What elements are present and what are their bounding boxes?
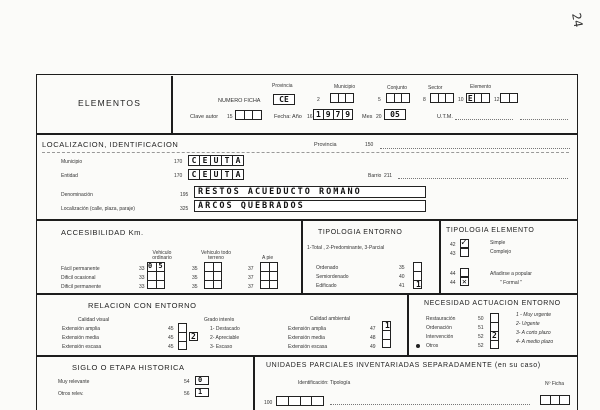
year-digit: 1 [314, 110, 324, 119]
rel-num-3: 45 [168, 344, 174, 350]
simple-checkmark-icon: ✓ [461, 237, 468, 248]
denominacion-num: 195 [180, 192, 189, 198]
otros-label: Otros [426, 343, 439, 349]
edificado-value: 1 [416, 280, 421, 289]
localizacion-value: ARCOS QUEBRADOS [198, 201, 305, 211]
fecha-year-field[interactable] [313, 109, 353, 120]
necesidad-option-4: 4- A medio plazo [516, 339, 554, 345]
tipologia-elemento-simple-check[interactable] [460, 239, 469, 248]
localizacion-title: LOCALIZACION, IDENTIFICACION [42, 140, 179, 149]
semiordenado-label: Semiordenado [316, 274, 349, 280]
acc-ordinario-grid[interactable] [147, 262, 165, 289]
anadir-formal-label: " Formal " [500, 280, 522, 286]
year-digit: 9 [345, 110, 351, 119]
acc-row-label-1: Fácil permanente [61, 266, 100, 272]
necesidad-grid[interactable] [490, 313, 499, 349]
unidades-title [266, 362, 541, 369]
siglo-num-2: 56 [184, 391, 190, 397]
tipologia-entorno-grid[interactable] [413, 262, 422, 289]
amb-row-label-1: Extensión amplia [288, 326, 327, 332]
relacion-title: RELACION CON ENTORNO [88, 301, 197, 310]
acc-num-2c: 37 [248, 275, 254, 281]
localizacion-num: 325 [180, 206, 189, 212]
anadir-popular-check[interactable] [460, 268, 469, 277]
complejo-num: 43 [450, 251, 456, 257]
rel-row-label-2: Extensión media [62, 335, 99, 341]
localizacion-label: Localización (calle, plaza, paraje) [61, 206, 135, 212]
elemento-code-value: E [467, 94, 473, 102]
clave-autor-label: Clave autor [190, 114, 219, 120]
utm-label: U.T.M. [437, 114, 453, 120]
n5-label: 5 [378, 97, 381, 103]
acc-num-3b: 35 [192, 284, 198, 290]
otros-num: 52 [478, 343, 484, 349]
necesidad-option-1: 1 - Muy urgente [516, 312, 552, 318]
acc-row-label-2: Dificil ocasional [61, 275, 96, 281]
sector-header: Sector [428, 85, 443, 91]
barrio-label: Barrio [368, 173, 382, 179]
tipologia-elemento-title: TIPOLOGIA ELEMENTO [446, 227, 535, 234]
barrio-num: 211 [384, 173, 392, 179]
municipio-label: Municipio [61, 159, 83, 165]
necesidad-title: NECESIDAD ACTUACION ENTORNO [424, 300, 561, 307]
tipologia-entorno-title: TIPOLOGIA ENTORNO [318, 229, 403, 236]
numero-ficha-label: NUMERO FICHA [218, 98, 261, 104]
denominacion-field[interactable] [194, 186, 426, 198]
edificado-num: 41 [399, 283, 405, 289]
localizacion-field[interactable] [194, 200, 426, 212]
acc-a-pie-grid[interactable] [260, 262, 278, 289]
acc-ordinario-value: 0 5 [148, 262, 164, 270]
acc-num-2a: 33 [139, 275, 145, 281]
complejo-label: Complejo [490, 249, 512, 255]
rel-ambiental-grid[interactable] [382, 321, 391, 348]
rel-grado-value: 2 [191, 332, 196, 341]
formal-cross-icon: ✕ [462, 277, 467, 286]
unidades-row-field[interactable] [276, 396, 324, 406]
ordenado-num: 35 [399, 265, 405, 271]
siglo-field-2[interactable] [195, 388, 209, 397]
restauracion-num: 50 [478, 316, 484, 322]
rel-row-label-1: Extensión amplia [62, 326, 101, 332]
corner-page-mark: 24 [569, 11, 586, 29]
entidad-num: 170 [174, 173, 183, 179]
siglo-row-label-2: Otros relev. [58, 391, 84, 397]
amb-row-label-2: Extensión media [288, 335, 325, 341]
denominacion-value: RESTOS ACUEDUCTO ROMANO [198, 187, 362, 197]
ordenado-label: Ordenado [316, 265, 339, 271]
restauracion-label: Restauración [426, 316, 456, 322]
acc-num-1b: 35 [192, 266, 198, 272]
utm-dotted-line-1 [455, 119, 513, 120]
grado-option-1: 1- Destacado [210, 326, 240, 332]
n12-label: 12 [494, 97, 500, 103]
intervencion-num: 52 [478, 334, 484, 340]
ordenacion-label: Ordenación [426, 325, 452, 331]
unidades-nota: Identificación: Tipología [298, 380, 351, 386]
acc-num-1c: 37 [248, 266, 254, 272]
n8-label: 8 [423, 97, 426, 103]
conjunto-code-field[interactable] [386, 93, 410, 103]
unidades-title-text: UNIDADES PARCIALES INVENTARIADAS SEPARADAMENTE [266, 362, 493, 369]
municipio-header: Municipio [334, 84, 356, 90]
unidades-row-num: 100 [264, 400, 273, 406]
acc-num-3a: 33 [139, 284, 145, 290]
elementos-title: ELEMENTOS [78, 98, 142, 108]
anadir-popular-label: Añadirse a popular [490, 271, 532, 277]
rel-grado-box[interactable] [189, 332, 198, 341]
rel-ambiental-value: 1 [385, 321, 390, 330]
siglo-row-label-1: Muy relevante [58, 379, 90, 385]
siglo-value-2: 1 [198, 388, 203, 396]
fecha-label: Fecha: Año [274, 114, 302, 120]
anadir-num: 44 [450, 271, 456, 277]
localizacion-rule [42, 152, 569, 153]
month-value: 05 [390, 110, 400, 119]
rel-visual-grid[interactable] [178, 323, 187, 350]
elemento-header: Elemento [470, 84, 492, 90]
amb-num-3: 49 [370, 344, 376, 350]
simple-label: Simple [490, 240, 506, 246]
amb-row-label-3: Extensión escasa [288, 344, 328, 350]
semiordenado-num: 40 [399, 274, 405, 280]
municipio-code-field[interactable] [330, 93, 354, 103]
fecha-month-field[interactable] [384, 109, 406, 120]
acc-todo-terreno-grid[interactable] [204, 262, 222, 289]
necesidad-value: 2 [492, 331, 497, 340]
grado-option-3: 3- Escaso [210, 344, 233, 350]
intervencion-label: Intervención [426, 334, 454, 340]
simple-num: 42 [450, 242, 456, 248]
a-pie-header: A pie [262, 255, 274, 261]
entidad-field[interactable]: C E U T A [188, 169, 244, 180]
accesibilidad-title: ACCESIBILIDAD Km. [61, 228, 144, 237]
denominacion-label: Denominación [61, 192, 93, 198]
n10-label: 10 [458, 97, 464, 103]
clave-autor-field[interactable] [235, 110, 262, 120]
rel-row-label-3: Extensión escasa [62, 344, 102, 350]
elemento-code-field[interactable] [466, 93, 490, 103]
provincia-num: 150 [365, 142, 374, 148]
siglo-value-1: 0 [198, 376, 203, 384]
unidades-dotted-line [330, 404, 530, 405]
amb-num-2: 48 [370, 335, 376, 341]
edificado-label: Edificado [316, 283, 337, 289]
acc-row-label-3: Dificil permanente [61, 284, 102, 290]
tipologia-elemento-complejo-check[interactable] [460, 248, 469, 257]
siglo-title: SIGLO O ETAPA HISTORICA [72, 363, 185, 372]
ordenacion-num: 51 [478, 325, 484, 331]
otros-bullet-icon [416, 344, 420, 348]
barrio-dotted-line [398, 178, 568, 179]
rel-num-1: 45 [168, 326, 174, 332]
unidades-col-header: Nº Ficha [545, 381, 565, 387]
formal-num: 44 [450, 280, 456, 286]
rel-num-2: 45 [168, 335, 174, 341]
mes-num: 20 [376, 114, 382, 120]
tipologia-entorno-subtitle: 1-Total , 2-Predominante, 3-Parcial [307, 245, 385, 251]
conjunto-header: Conjunto [387, 85, 408, 91]
siglo-field-1[interactable] [195, 376, 209, 385]
calidad-visual-header: Calidad visual [78, 317, 110, 323]
ficha-prefix-value: CE [279, 95, 289, 104]
municipio-field[interactable]: C E U T A [188, 155, 244, 166]
provincia-header: Provincia [272, 83, 293, 89]
municipio-num: 170 [174, 159, 183, 165]
grado-interes-header: Grado interés [204, 317, 235, 323]
acc-num-3c: 37 [248, 284, 254, 290]
n2-label: 2 [317, 97, 320, 103]
unidades-title-suffix: (en su caso) [494, 362, 541, 369]
clave-autor-num: 15 [227, 114, 233, 120]
numero-ficha-prefix-field[interactable] [273, 94, 295, 105]
calidad-ambiental-header: Calidad ambiental [310, 316, 351, 322]
vehiculo-ordinario-header: Vehiculo ordinario [152, 250, 172, 261]
necesidad-option-2: 2- Urgente [516, 321, 540, 327]
fecha-num: 16 [307, 114, 313, 120]
unidades-ficha-field[interactable] [540, 395, 570, 405]
entidad-label: Entidad [61, 173, 78, 179]
vehiculo-todo-terreno-header: Vehiculo todo terreno [200, 250, 232, 261]
provincia-label: Provincia [314, 142, 337, 148]
anadir-formal-check[interactable] [460, 277, 469, 286]
sector-code-field[interactable] [430, 93, 454, 103]
necesidad-option-3: 3- A corto plazo [516, 330, 551, 336]
provincia-dotted-line [380, 148, 570, 149]
acc-num-1a: 33 [139, 266, 145, 272]
acc-num-2b: 35 [192, 275, 198, 281]
year-digit: 9 [324, 110, 334, 119]
year-digit: 7 [334, 110, 344, 119]
utm-dotted-line-2 [520, 119, 568, 120]
elementos-divider [171, 76, 173, 133]
n12-code-field[interactable] [500, 93, 518, 103]
amb-num-1: 47 [370, 326, 376, 332]
grado-option-2: 2- Apreciable [210, 335, 240, 341]
siglo-num-1: 54 [184, 379, 190, 385]
mes-label: Mes [362, 114, 373, 120]
